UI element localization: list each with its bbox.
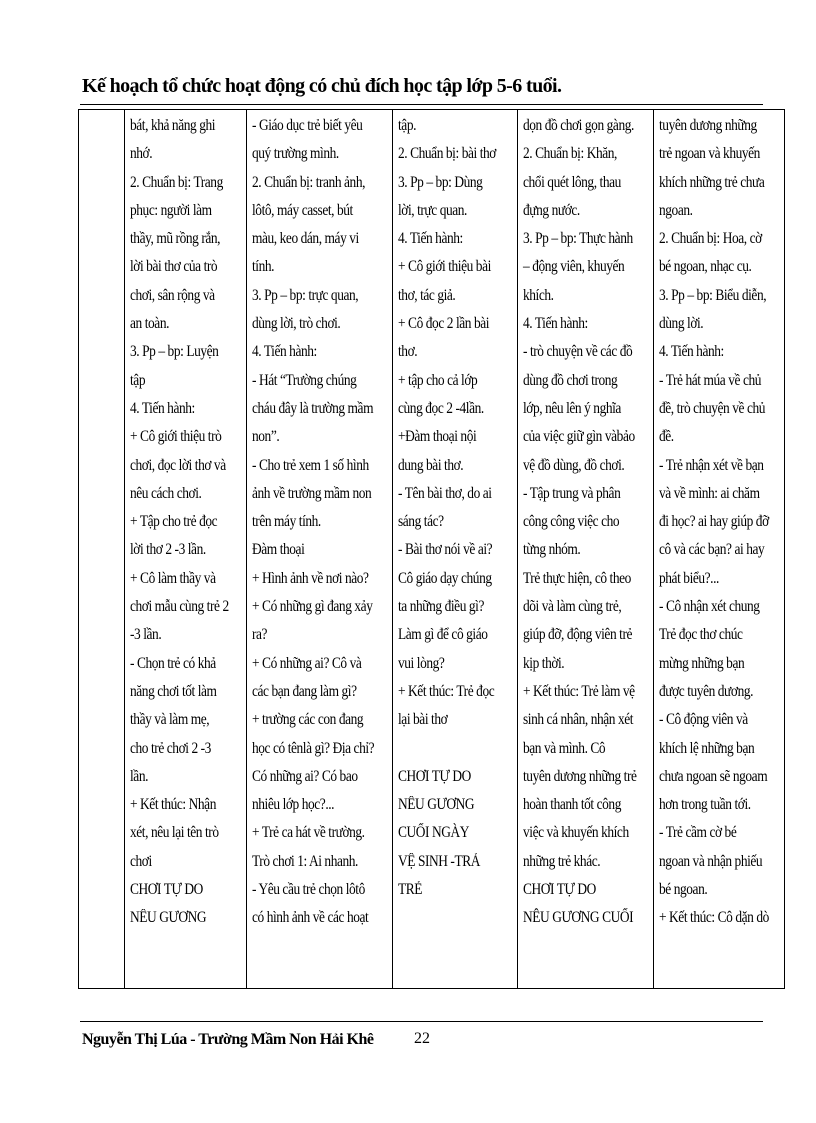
cell-text-line: hơn trong tuần tới. xyxy=(659,796,751,814)
cell-text-line: - Trẻ cầm cờ bé xyxy=(659,824,737,842)
cell-text-line: đề, trò chuyện về chủ xyxy=(659,399,766,417)
cell-text-line: được tuyên dương. xyxy=(659,682,754,700)
cell-text-line: NÊU GƯƠNG xyxy=(130,909,207,927)
cell-text-line: tập. xyxy=(398,117,417,134)
cell-text-line xyxy=(398,904,497,932)
cell-text-line: + Có những gì đang xảy xyxy=(252,598,373,616)
cell-text-line: 3. Pp – bp: Dùng xyxy=(398,173,483,191)
cell-text-line: nêu cách chơi. xyxy=(130,484,202,502)
cell-text-line: và về mình: ai chăm xyxy=(659,484,760,502)
cell-text-line: VỆ SINH -TRẢ xyxy=(398,852,481,870)
cell-text-line: thầy, mũ rồng rắn, xyxy=(130,230,221,248)
cell-text-line: Đàm thoại xyxy=(252,541,305,559)
cell-text-line: + Tập cho trẻ đọc xyxy=(130,513,218,531)
cell-text-line: - Hát “Trường chúng xyxy=(252,371,357,389)
cell-text-line: chổi quét lông, thau xyxy=(523,173,621,191)
cell-text-line: trẻ ngoan và khuyến xyxy=(659,145,760,163)
cell-text-line: CUỐI NGÀY xyxy=(398,824,470,842)
cell-text-line: lôtô, máy casset, bút xyxy=(252,201,353,219)
cell-text-line: chơi, đọc lời thơ và xyxy=(130,456,226,474)
cell-text-line: đi học? ai hay giúp đỡ xyxy=(659,513,769,531)
cell-text-line: + trường các con đang xyxy=(252,711,364,729)
cell-text-line: tập xyxy=(130,371,146,389)
cell-text-line: CHƠI TỰ DO xyxy=(398,767,471,785)
cell-text-line: xét, nêu lại tên trò xyxy=(130,824,219,842)
cell-text-line: + Kết thúc: Nhận xyxy=(130,796,216,814)
cell-text-line: sinh cá nhân, nhận xét xyxy=(523,711,634,729)
cell-text-line: - Trẻ nhận xét về bạn xyxy=(659,456,764,474)
cell-text-line: - Chọn trẻ có khả xyxy=(130,654,216,672)
cell-text-line: + Cô giới thiệu trò xyxy=(130,428,222,446)
cell-text-line: có hình ảnh về các hoạt xyxy=(252,909,369,927)
cell-text-line: CHƠI TỰ DO xyxy=(130,881,203,899)
cell-text-line: - Cô nhận xét chung xyxy=(659,598,760,616)
cell-text-line: thơ, tác giả. xyxy=(398,286,456,304)
cell-text-line: Trẻ thực hiện, cô theo xyxy=(523,569,631,587)
cell-text-line: + Kết thúc: Trẻ đọc xyxy=(398,682,495,700)
cell-text-line: + Cô giới thiệu bài xyxy=(398,258,491,276)
cell-text-line: non”. xyxy=(252,428,280,446)
cell-text-line: bé ngoan. xyxy=(659,881,708,899)
cell-text-line: phục: người làm xyxy=(130,201,212,219)
cell-text-line: chơi, sân rộng và xyxy=(130,286,215,304)
cell-text-line: TRẺ xyxy=(398,881,423,899)
cell-text-line: 2. Chuẩn bị: Trang xyxy=(130,173,223,191)
cell-text-line: - Tập trung và phân xyxy=(523,484,621,502)
cell-text-line: + tập cho cả lớp xyxy=(398,371,478,389)
cell-text-line: những trẻ khác. xyxy=(523,852,601,870)
cell-text-line: đựng nước. xyxy=(523,201,580,219)
cell-text-line: đề. xyxy=(659,428,674,446)
cell-text-line: dung bài thơ. xyxy=(398,456,464,474)
cell-text-line: 3. Pp – bp: Thực hành xyxy=(523,230,633,248)
cell-text-line: 4. Tiến hành: xyxy=(398,230,463,248)
cell-text-line: ngoan. xyxy=(659,201,693,219)
cell-text-line: + Kết thúc: Cô dặn dò xyxy=(659,909,769,927)
cell-text-line: – động viên, khuyến xyxy=(523,258,625,276)
cell-text-line: ra? xyxy=(252,626,268,644)
cell-text-line: - Yêu cầu trẻ chọn lôtô xyxy=(252,881,365,899)
cell-text-line: 2. Chuẩn bị: Khăn, xyxy=(523,145,617,163)
cell-text-line: Trẻ đọc thơ chúc xyxy=(659,626,743,644)
cell-text-line: thơ. xyxy=(398,343,418,361)
table-row xyxy=(79,110,785,989)
cell-text-line: khích những trẻ chưa xyxy=(659,173,765,191)
cell-text-line: học có tênlà gì? Địa chỉ? xyxy=(252,739,375,757)
cell-text-line: lần. xyxy=(130,767,149,785)
cell-text-line: + Kết thúc: Trẻ làm vệ xyxy=(523,682,635,700)
cell-text-line: - Cô động viên và xyxy=(659,711,748,729)
cell-text-line: tuyên dương những xyxy=(659,117,757,134)
cell-text-line: + Trẻ ca hát về trường. xyxy=(252,824,365,842)
cell-text-line: chơi xyxy=(130,852,152,870)
cell-text-line: + Cô làm thầy và xyxy=(130,569,216,587)
page-number: 22 xyxy=(414,1030,430,1047)
cell-text-line: hoàn thanh tốt công xyxy=(523,796,621,814)
cell-text-line: của việc giữ gìn vàbảo xyxy=(523,428,635,446)
cell-text-line: thầy và làm mẹ, xyxy=(130,711,210,729)
cell-text-line: giúp đỡ, động viên trẻ xyxy=(523,626,633,644)
cell-text-line: vui lòng? xyxy=(398,654,445,672)
page-header-title: Kế hoạch tổ chức hoạt động có chủ đích học tập lớp 5-6 tuổi. xyxy=(82,75,562,97)
cell-text-line: ngoan và nhận phiếu xyxy=(659,852,763,870)
cell-text-line: cùng đọc 2 -4lần. xyxy=(398,399,484,417)
cell-text-line: vệ đồ dùng, đồ chơi. xyxy=(523,456,625,474)
cell-text-line: - Cho trẻ xem 1 số hình xyxy=(252,456,369,474)
cell-text-line: chơi mẫu cùng trẻ 2 xyxy=(130,598,229,616)
cell-text-line: từng nhóm. xyxy=(523,541,581,559)
cell-text-line: dọn đồ chơi gọn gàng. xyxy=(523,117,634,134)
cell-text-line: ta những điều gì? xyxy=(398,598,484,616)
table-cell-col-3 xyxy=(393,110,518,989)
cell-text-line: 4. Tiến hành: xyxy=(130,399,195,417)
cell-text-line: lớp, nêu lên ý nghĩa xyxy=(523,399,621,417)
cell-text-line: bé ngoan, nhạc cụ. xyxy=(659,258,752,276)
cell-text-line: lời, trực quan. xyxy=(398,201,467,219)
cell-text-line: tuyên dương những trẻ xyxy=(523,767,637,785)
cell-text-line: - Trẻ hát múa về chủ xyxy=(659,371,762,389)
cell-text-line: trên máy tính. xyxy=(252,513,321,531)
cell-text-line: 4. Tiến hành: xyxy=(659,343,724,361)
cell-text-line: Cô giáo dạy chúng xyxy=(398,569,492,587)
cell-text-line: phát biểu?... xyxy=(659,569,719,587)
cell-text-line: ảnh về trường mầm non xyxy=(252,484,372,502)
cell-text-line: + Hình ảnh về nơi nào? xyxy=(252,569,369,587)
cell-text-line: bạn và mình. Cô xyxy=(523,739,606,757)
cell-text-line: tính. xyxy=(252,258,275,276)
cell-text-line: dõi và làm cùng trẻ, xyxy=(523,598,622,616)
cell-text-line: công công việc cho xyxy=(523,513,620,531)
cell-text-line: việc và khuyến khích xyxy=(523,824,629,842)
cell-text-line: - Giáo dục trẻ biết yêu xyxy=(252,117,363,134)
cell-text-line: 3. Pp – bp: trực quan, xyxy=(252,286,359,304)
lesson-plan-table xyxy=(78,109,785,989)
table-cell-col-5 xyxy=(654,110,785,989)
cell-text-line: dùng đồ chơi trong xyxy=(523,371,618,389)
cell-text-line: NÊU GƯƠNG xyxy=(398,796,475,814)
cell-text-line: lời thơ 2 -3 lần. xyxy=(130,541,206,559)
cell-text-line: NÊU GƯƠNG CUỐI xyxy=(523,909,634,927)
cell-text-line: nhiêu lớp học?... xyxy=(252,796,335,814)
cell-text-line: khích. xyxy=(523,286,554,304)
cell-text-line: khích lệ những bạn xyxy=(659,739,755,757)
cell-text-line: - Tên bài thơ, do ai xyxy=(398,484,492,502)
footer-divider xyxy=(80,1021,763,1022)
cell-text-line: nhớ. xyxy=(130,145,153,163)
header-divider xyxy=(80,104,763,105)
cell-text-line: màu, keo dán, máy vi xyxy=(252,230,359,248)
cell-text-line: năng chơi tốt làm xyxy=(130,682,217,700)
cell-text-line: bát, khả năng ghi xyxy=(130,117,216,134)
cell-text-line: dùng lời. xyxy=(659,315,704,333)
cell-text-line: dùng lời, trò chơi. xyxy=(252,315,341,333)
cell-text-line: -3 lần. xyxy=(130,626,162,644)
cell-text-line: - trò chuyện về các đồ xyxy=(523,343,633,361)
cell-text-line: 3. Pp – bp: Luyện xyxy=(130,343,219,361)
cell-text-line: cháu đây là trường mầm xyxy=(252,399,374,417)
table-cell-col-1 xyxy=(125,110,247,989)
cell-text-line: an toàn. xyxy=(130,315,170,333)
cell-text-line: 2. Chuẩn bị: tranh ảnh, xyxy=(252,173,366,191)
cell-text-line: 4. Tiến hành: xyxy=(252,343,317,361)
table-cell-col-4 xyxy=(518,110,654,989)
cell-text-line: cho trẻ chơi 2 -3 xyxy=(130,739,211,757)
cell-text-line: Có những ai? Có bao xyxy=(252,767,358,785)
cell-text-line: 2. Chuẩn bị: Hoa, cờ xyxy=(659,230,762,248)
cell-text-line: quý trường mình. xyxy=(252,145,339,163)
cell-text-line: - Bài thơ nói về ai? xyxy=(398,541,493,559)
cell-text-line: Làm gì để cô giáo xyxy=(398,626,488,644)
cell-text-line: các bạn đang làm gì? xyxy=(252,682,357,700)
table-cell-col-0 xyxy=(79,110,125,989)
footer-author: Nguyễn Thị Lúa - Trường Mầm Non Hải Khê xyxy=(82,1031,374,1048)
cell-text-line: 4. Tiến hành: xyxy=(523,315,588,333)
cell-text-line: lại bài thơ xyxy=(398,711,448,729)
cell-text-line: sáng tác? xyxy=(398,513,444,531)
cell-text-line: + Có những ai? Cô và xyxy=(252,654,362,672)
cell-text-line: 2. Chuẩn bị: bài thơ xyxy=(398,145,496,163)
cell-text-line: CHƠI TỰ DO xyxy=(523,881,596,899)
cell-text-line: kịp thời. xyxy=(523,654,565,672)
cell-text-line xyxy=(398,735,497,763)
cell-text-line: chưa ngoan sẽ ngoam xyxy=(659,767,768,785)
cell-text-line: cô và các bạn? ai hay xyxy=(659,541,765,559)
cell-text-line: +Đàm thoại nội xyxy=(398,428,477,446)
cell-text-line: Trò chơi 1: Ai nhanh. xyxy=(252,852,358,870)
cell-text-line: lời bài thơ của trò xyxy=(130,258,218,276)
cell-text-line: mừng những bạn xyxy=(659,654,745,672)
cell-text-line: + Cô đọc 2 lần bài xyxy=(398,315,490,333)
table-cell-col-2 xyxy=(247,110,393,989)
cell-text-line: 3. Pp – bp: Biểu diễn, xyxy=(659,286,767,304)
